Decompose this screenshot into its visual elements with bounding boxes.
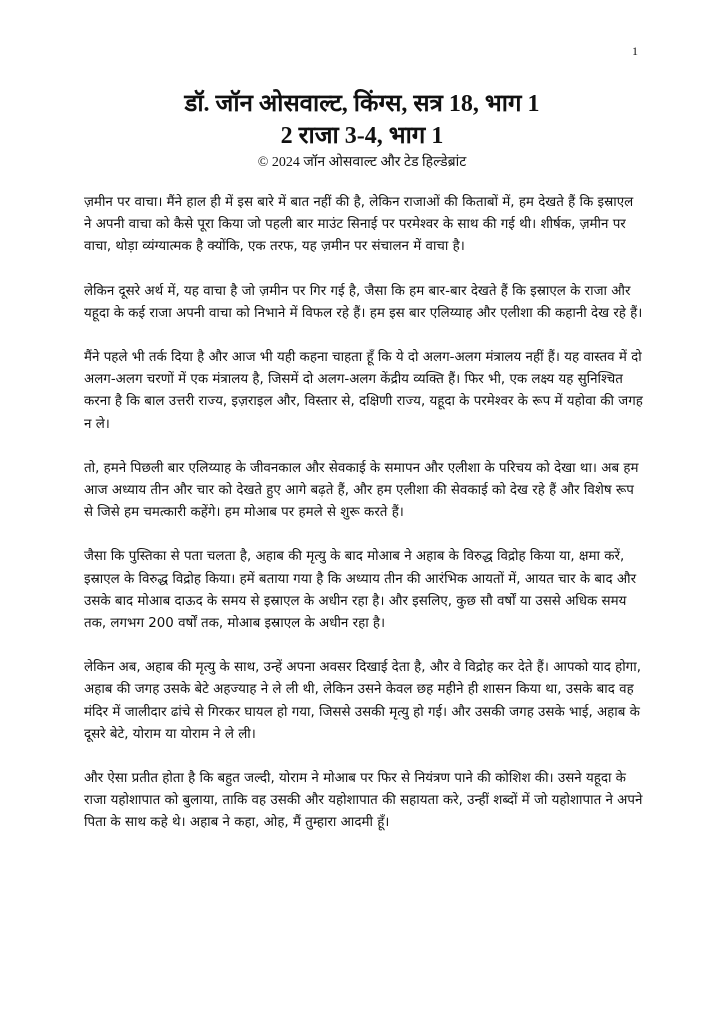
document-header bbox=[0, 88, 724, 172]
title-line-1: डॉ. जॉन ओसवाल्ट, किंग्स, सत्र 18, भाग 1 bbox=[184, 91, 540, 117]
copyright-line: © 2024 जॉन ओसवाल्ट और टेड हिल्डेब्रांट bbox=[257, 155, 467, 170]
page-number: 1 bbox=[632, 44, 638, 58]
document-body bbox=[84, 192, 644, 857]
paragraph-5: जैसा कि पुस्तिका से पता चलता है, अहाब की मृत्यु के बाद मोआब ने अहाब के विरुद्ध विद्रोह किया या, क्षमा करें, इस्राएल के विरुद्ध विद्रोह किया। हमें बताया गया है कि अध्याय तीन की आरंभिक आयतों में, आयत चार के बाद और उसके बाद मोआब दाऊद के समय से इस्राएल के अधीन रहा है। और इसलिए, कुछ सौ वर्षों या उससे अधिक समय तक, लगभग 200 वर्षों तक, मोआब इस्राएल के अधीन रहा है। bbox=[84, 549, 637, 632]
paragraph-2: लेकिन दूसरे अर्थ में, यह वाचा है जो ज़मीन पर गिर गई है, जैसा कि हम बार-बार देखते हैं कि इस्राएल के राजा और यहूदा के कई राजा अपनी वाचा को निभाने में विफल रहे हैं। हम इस बार एलिय्याह और एलीशा की कहानी देख रहे हैं। bbox=[84, 283, 643, 321]
paragraph-4: तो, हमने पिछली बार एलिय्याह के जीवनकाल और सेवकाई के समापन और एलीशा के परिचय को देखा था। अब हम आज अध्याय तीन और चार को देखते हुए आगे बढ़ते हैं, और हम एलीशा की सेवकाई को देख रहे हैं और विशेष रूप से जिसे हम चमत्कारी कहेंगे। हम मोआब पर हमले से शुरू करते हैं। bbox=[84, 460, 639, 521]
paragraph-7: और ऐसा प्रतीत होता है कि बहुत जल्दी, योराम ने मोआब पर फिर से नियंत्रण पाने की कोशिश की। उसने यहूदा के राजा यहोशापात को बुलाया, ताकि वह उसकी और यहोशापात की सहायता करे, उन्हीं शब्दों में जो यहोशापात ने अपने पिता के साथ कहे थे। अहाब ने कहा, ओह, मैं तुम्हारा आदमी हूँ। bbox=[84, 771, 643, 831]
paragraph-3: मैंने पहले भी तर्क दिया है और आज भी यही कहना चाहता हूँ कि ये दो अलग-अलग मंत्रालय नहीं हैं। यह वास्तव में दो अलग-अलग चरणों में एक मंत्रालय है, जिसमें दो अलग-अलग केंद्रीय व्यक्ति हैं। फिर भी, एक लक्ष्य यह सुनिश्चित करना है कि बाल उत्तरी राज्य, इज़राइल और, विस्तार से, दक्षिणी राज्य, यहूदा के परमेश्वर के रूप में यहोवा की जगह न ले। bbox=[84, 350, 643, 432]
paragraph-1: ज़मीन पर वाचा। मैंने हाल ही में इस बारे में बात नहीं की है, लेकिन राजाओं की किताबों में, हम देखते हैं कि इस्राएल ने अपनी वाचा को कैसे पूरा किया जो पहली बार माउंट सिनाई पर परमेश्वर के साथ की गई थी। शीर्षक, ज़मीन पर वाचा, थोड़ा व्यंग्यात्मक है क्योंकि, एक तरफ, यह ज़मीन पर संचालन में वाचा है। bbox=[84, 195, 634, 255]
paragraph-6: लेकिन अब, अहाब की मृत्यु के साथ, उन्हें अपना अवसर दिखाई देता है, और वे विद्रोह कर देते हैं। आपको याद होगा, अहाब की जगह उसके बेटे अहज्याह ने ले ली थी, लेकिन उसने केवल छह महीने ही शासन किया था, उसके बाद वह मंदिर में जालीदार ढांचे से गिरकर घायल हो गया, जिससे उसकी मृत्यु हो गई। और उसकी जगह उसके भाई, अहाब के दूसरे बेटे, योराम या योराम ने ले ली। bbox=[84, 660, 641, 742]
title-line-2: 2 राजा 3-4, भाग 1 bbox=[280, 123, 444, 149]
